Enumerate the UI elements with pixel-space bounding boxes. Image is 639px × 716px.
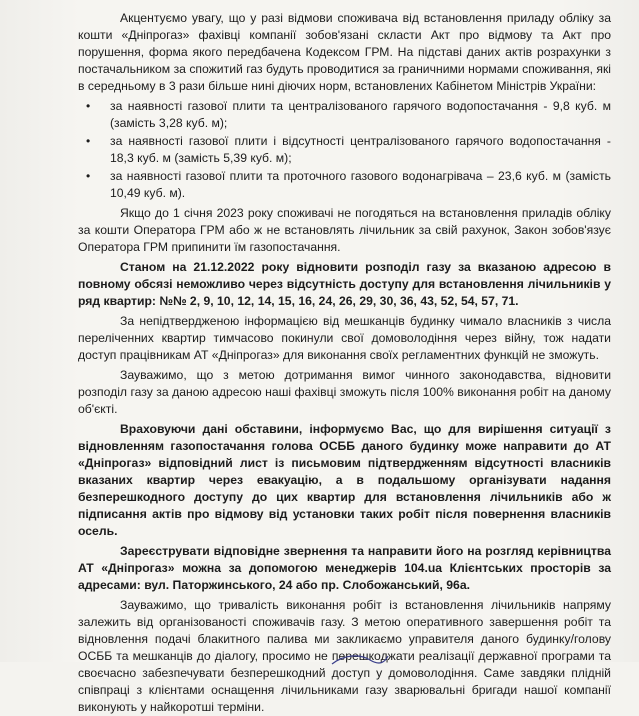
status-text: Станом на 21.12.2022 року відновити розподіл газу за вказаною адресою в повному обсязі неможливо через відсутність доступу для встановлення лічильників у ряд квартир: <box>78 260 611 308</box>
consumption-norms-list <box>78 98 611 202</box>
paragraph-residents-info: За непідтвердженою інформацією від мешканців будинку чимало власників з числа переліченних квартир тимчасово покинули свої домоволодіння через війну, тож надати доступ працівникам АТ «Дніпрогаз» для виконання своїх регламентних функцій не зможуть. <box>78 314 611 362</box>
bullet-icon: • <box>86 134 91 148</box>
paragraph-resolution: Враховуючи дані обставини, інформуємо Вас, що для вирішення ситуації з відновленням газопостачання голова ОСББ даного будинку може направити до АТ «Дніпрогаз» відповідний лист із письмовим підтвердженням відсутності власників вказаних квартир через евакуацію, а в подальшому організувати надання безперешкодного доступу до цих квартир для встановлення лічильників або ж підписання актів про відмову від установки таких робіт після повернення власників осель. <box>78 422 611 538</box>
signature-stroke <box>330 652 390 666</box>
list-item-text: за наявності газової плити і відсутності централізованого гарячого водопостачання - 18,3 куб. м (замість 5,39 куб. м); <box>110 134 611 165</box>
apartment-list: №№ 2, 9, 10, 12, 14, 15, 16, 24, 26, 29, 30, 36, 43, 52, 54, 57, 71. <box>159 294 519 308</box>
paragraph-legal-note: Зауважимо, що з метою дотримання вимог чинного законодавства, відновити розподіл газу за даною адресою наші фахівці зможуть після 100% виконання робіт на даному об'єкті. <box>78 368 611 416</box>
paragraph-deadline: Якщо до 1 січня 2023 року споживачі не погодяться на встановлення приладів обліку за кошти Оператора ГРМ або ж не встановлять лічильник за свій рахунок, Закон зобов'язує Оператора ГРМ припинити їм газопостачання. <box>78 206 611 254</box>
bullet-icon: • <box>86 99 91 113</box>
list-item <box>86 168 611 202</box>
paragraph-registration: Зареєструвати відповідне звернення та направити його на розгляд керівництва АТ «Дніпрогаз» можна за допомогою менеджерів 104.ua Клієнтських просторів за адресами: вул. Паторжинського, 24 або пр. Слобожанський, 96а. <box>78 544 611 592</box>
paragraph-status <box>78 259 611 310</box>
paragraph-refusal-warning: Акцентуємо увагу, що у разі відмови споживача від встановлення приладу обліку за кошти «Дніпрогаз» фахівці компанії зобов'язані скласти Акт про відмову та Акт про порушення, форма якого передбачена Кодексом ГРМ. На підставі даних актів розрахунки з постачальником за спожитий газ будуть проводитися за граничними нормами споживання, які в середньому в 3 рази більше нині діючих норм, встановлених Кабінетом Міністрів України: <box>78 11 611 93</box>
list-item-text: за наявності газової плити та централізованого гарячого водопостачання - 9,8 куб. м (замість 3,28 куб. м); <box>110 99 611 130</box>
list-item <box>86 98 611 132</box>
bullet-icon: • <box>86 169 91 183</box>
paragraph-closing: Зауважимо, що тривалість виконання робіт із встановлення лічильників напряму залежить від організованості споживачів газу. З метою оперативного завершення робіт та відновлення подачі блакитного палива ми закликаємо управителя даного будинку/голову ОСББ та мешканців до діалогу, просимо не перешкоджати реалізації державної програми та своєчасно забезпечувати безперешкодний доступ у домоволодіння. Саме завдяки плідній співпраці з клієнтами оснащення лічильниками газу зварювальні бригади нашої компанії виконують у найкоротші терміни. <box>78 598 611 714</box>
list-item <box>86 133 611 167</box>
list-item-text: за наявності газової плити та проточного газового водонагрівача – 23,6 куб. м (замість 10,49 куб. м). <box>110 169 611 200</box>
